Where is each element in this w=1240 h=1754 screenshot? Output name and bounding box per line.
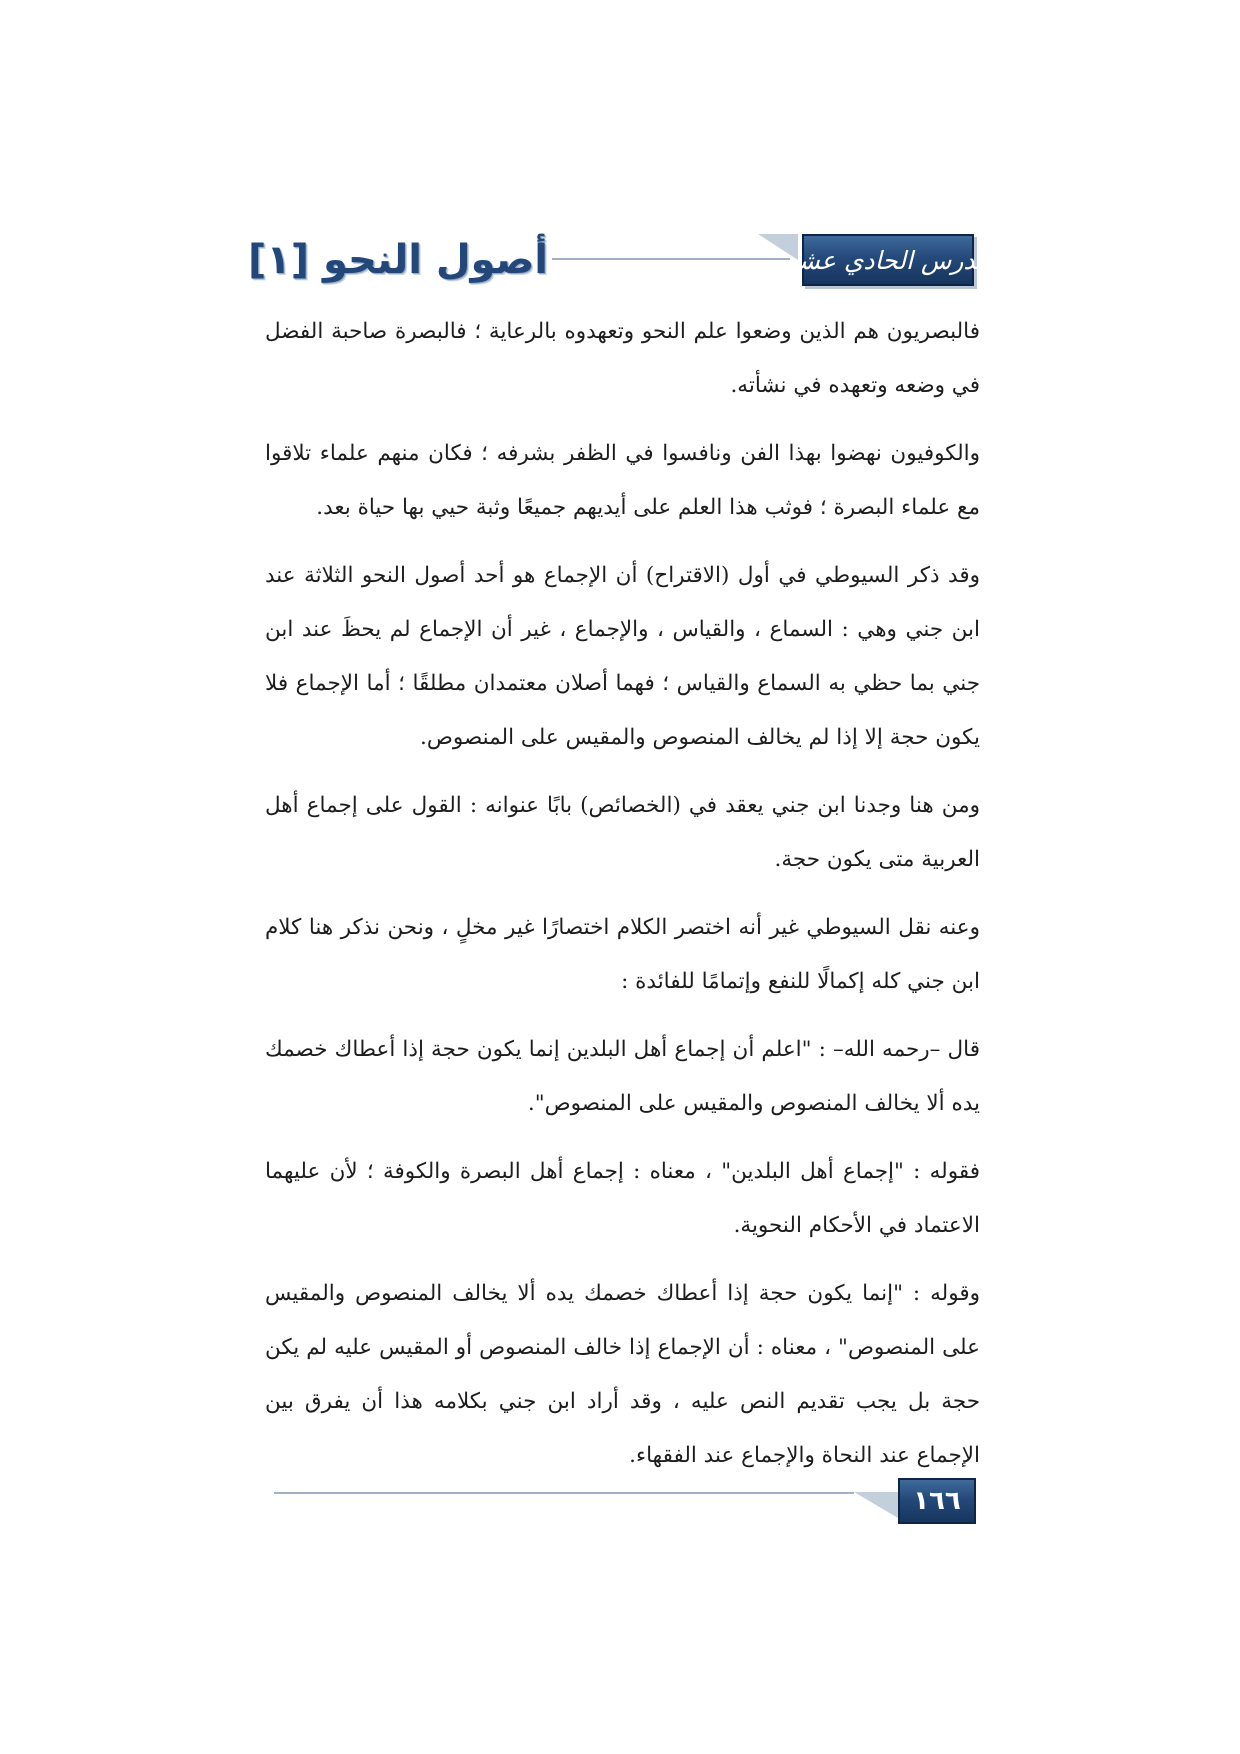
page-header xyxy=(248,230,992,290)
paragraph: وقد ذكر السيوطي في أول (الاقتراح) أن الإجماع هو أحد أصول النحو الثلاثة عند ابن جني وهي : السماع ، والقياس ، والإجماع ، غير أن الإجماع لم يحظَ عند ابن جني بما حظي به السماع والقياس ؛ فهما أصلان معتمدان مطلقًا ؛ أما الإجماع فلا يكون حجة إلا إذا لم يخالف المنصوص والمقيس على المنصوص. xyxy=(265,563,980,750)
footer-divider xyxy=(274,1492,854,1494)
header-divider xyxy=(552,258,790,260)
paragraph: وقوله : "إنما يكون حجة إذا أعطاك خصمك يده ألا يخالف المنصوص والمقيس على المنصوص" ، معناه : أن الإجماع إذا خالف المنصوص أو المقيس عليه لم يكن حجة بل يجب تقديم النص عليه ، وقد أراد ابن جني بكلامه هذا أن يفرق بين الإجماع عند النحاة والإجماع عند الفقهاء. xyxy=(265,1281,980,1468)
paragraph: والكوفيون نهضوا بهذا الفن ونافسوا في الظفر بشرفه ؛ فكان منهم علماء تلاقوا مع علماء البصرة ؛ فوثب هذا العلم على أيديهم جميعًا وثبة حيي بها حياة بعد. xyxy=(265,441,980,520)
paragraph: فقوله : "إجماع أهل البلدين" ، معناه : إجماع أهل البصرة والكوفة ؛ لأن عليهما الاعتماد في الأحكام النحوية. xyxy=(265,1159,980,1238)
page-footer xyxy=(274,1478,976,1524)
lesson-label: الدرس الحادي عشر xyxy=(784,245,992,275)
paragraph: قال –رحمه الله– : "اعلم أن إجماع أهل البلدين إنما يكون حجة إذا أعطاك خصمك يده ألا يخالف المنصوص والمقيس على المنصوص". xyxy=(265,1037,980,1116)
paragraph: ومن هنا وجدنا ابن جني يعقد في (الخصائص) بابًا عنوانه : القول على إجماع أهل العربية متى يكون حجة. xyxy=(265,793,980,872)
page-number-badge xyxy=(898,1478,976,1524)
page-number: ١٦٦ xyxy=(913,1486,961,1516)
page-body xyxy=(265,305,980,1497)
book-title: أصول النحو [١] xyxy=(248,237,548,283)
paragraph: وعنه نقل السيوطي غير أنه اختصر الكلام اختصارًا غير مخلٍ ، ونحن نذكر هنا كلام ابن جني كله إكمالًا للنفع وإتمامًا للفائدة : xyxy=(265,915,980,994)
lesson-badge xyxy=(784,234,992,286)
footer-wedge-ornament xyxy=(854,1492,898,1518)
paragraph: فالبصريون هم الذين وضعوا علم النحو وتعهدوه بالرعاية ؛ فالبصرة صاحبة الفضل في وضعه وتعهده في نشأته. xyxy=(265,319,980,398)
